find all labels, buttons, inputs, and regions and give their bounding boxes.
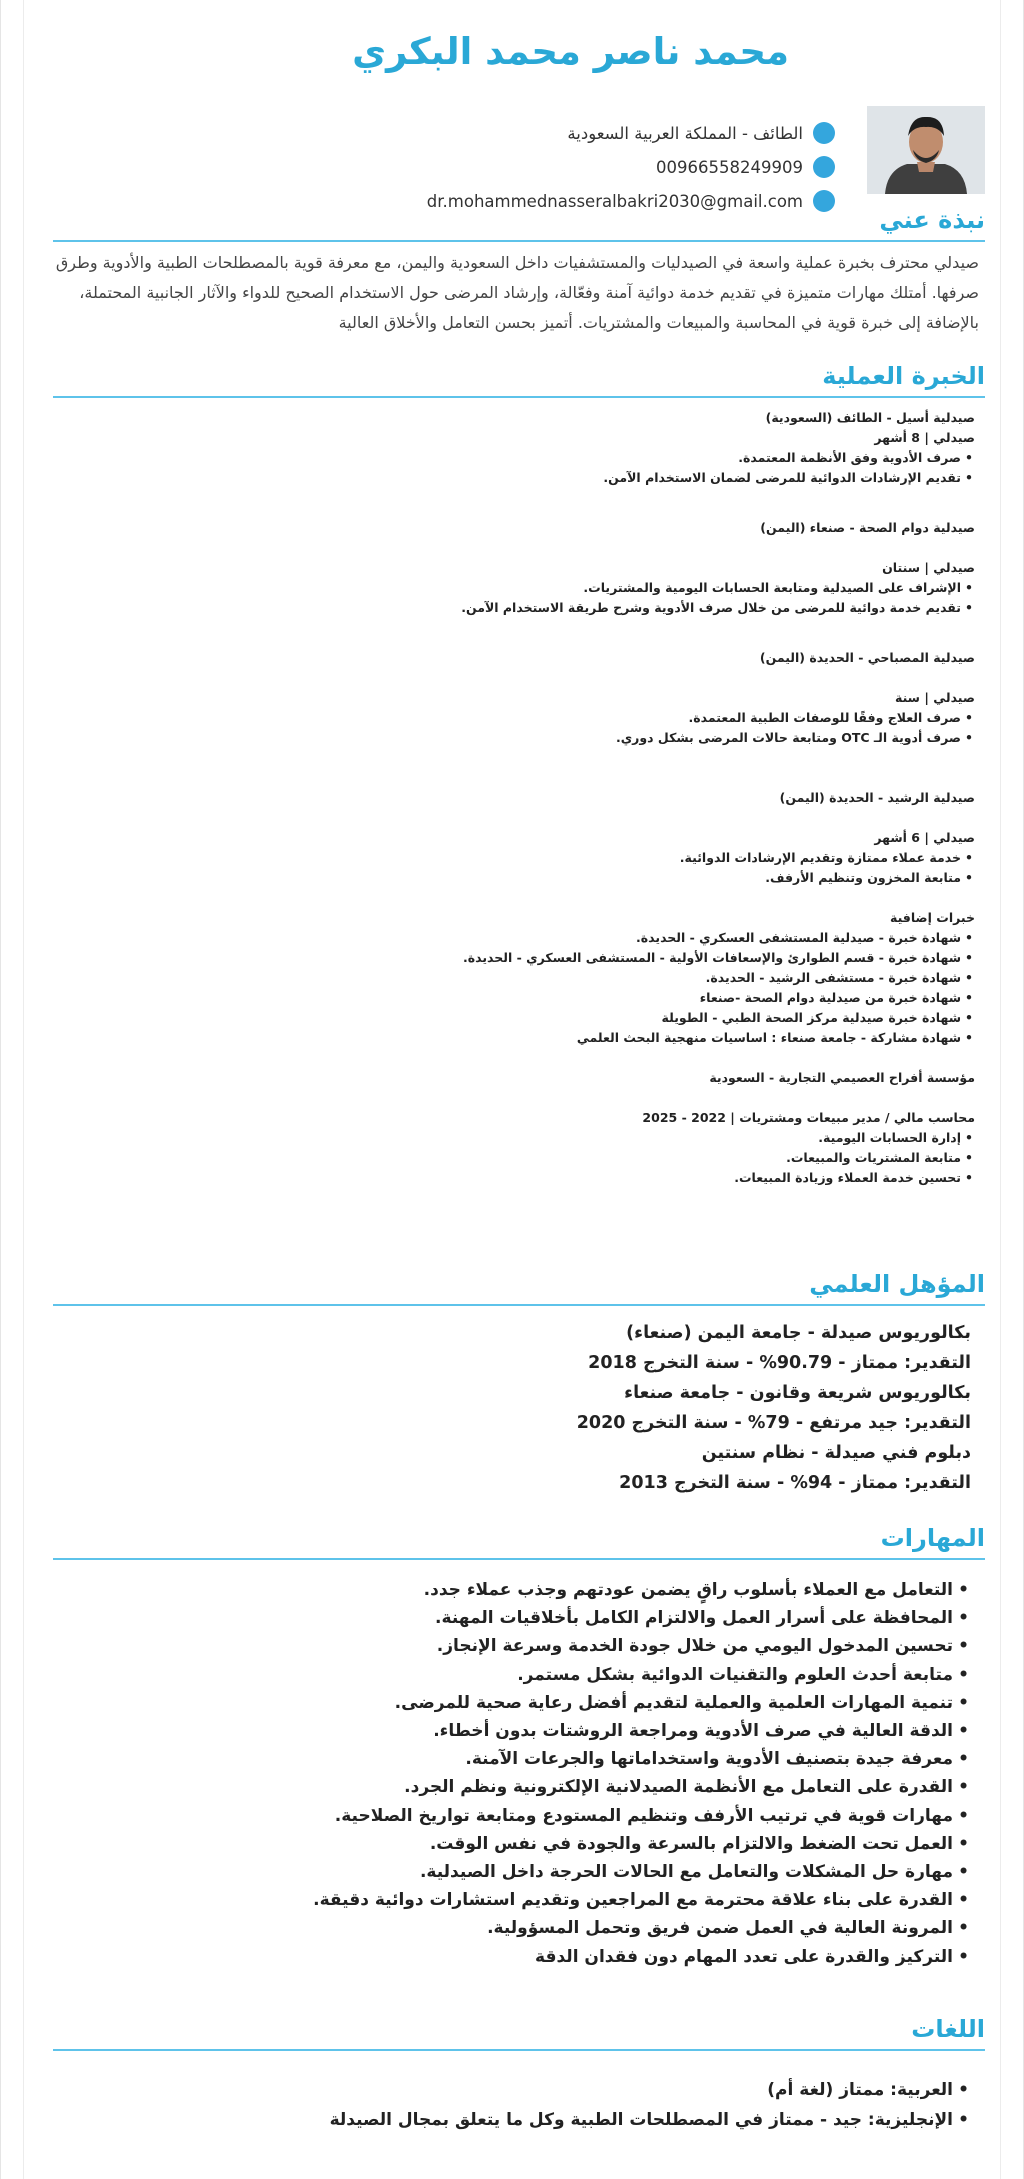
extra-experience-items	[53, 928, 975, 1048]
list-item: • صرف العلاج وفقًا للوصفات الطبية المعتمدة.	[53, 708, 961, 728]
list-item: • شهادة خبرة صيدلية مركز الصحة الطبي - الطويلة	[53, 1008, 961, 1028]
education-line: بكالوريوس صيدلة - جامعة اليمن (صنعاء)	[626, 1323, 971, 1343]
list-item: • شهادة خبرة من صيدلية دوام الصحة -صنعاء	[53, 988, 961, 1008]
list-item: • التركيز والقدرة على تعدد المهام دون فقدان الدقة	[53, 1943, 953, 1971]
list-item: • خدمة عملاء ممتازة وتقديم الإرشادات الدوائية.	[53, 848, 961, 868]
list-item: • مهارات قوية في ترتيب الأرفف وتنظيم المستودع ومتابعة تواريخ الصلاحية.	[53, 1802, 953, 1830]
email-icon	[813, 190, 835, 212]
languages-title: اللغات	[911, 2014, 985, 2043]
job-entry	[53, 788, 975, 888]
job-entry	[53, 408, 975, 488]
job-role: محاسب مالي / مدير مبيعات ومشتريات | 2022 - 2025	[642, 1110, 975, 1125]
extra-experience-title: خبرات إضافية	[889, 910, 975, 925]
section-divider	[53, 1304, 985, 1306]
contact-info	[275, 116, 835, 218]
languages-list	[53, 2075, 971, 2135]
section-divider	[53, 1558, 985, 1560]
list-item: • التعامل مع العملاء بأسلوب راقٍ يضمن عودتهم وجذب عملاء جدد.	[53, 1576, 953, 1604]
job-role: صيدلي | 8 أشهر	[874, 430, 975, 445]
education-line: بكالوريوس شريعة وقانون - جامعة صنعاء	[624, 1383, 971, 1403]
education-line: التقدير: ممتاز - 94% - سنة التخرج 2013	[619, 1473, 971, 1493]
contact-phone	[275, 150, 835, 184]
section-divider	[53, 2049, 985, 2051]
list-item: • الإشراف على الصيدلية ومتابعة الحسابات اليومية والمشتريات.	[53, 578, 961, 598]
location-pin-icon	[813, 122, 835, 144]
job-tasks	[53, 848, 975, 888]
job-tasks	[53, 448, 975, 488]
job-role: صيدلي | سنة	[895, 690, 975, 705]
list-item: • القدرة على التعامل مع الأنظمة الصيدلانية الإلكترونية ونظم الجرد.	[53, 1773, 953, 1801]
list-item: • معرفة جيدة بتصنيف الأدوية واستخداماتها والجرعات الآمنة.	[53, 1745, 953, 1773]
education-line: دبلوم فني صيدلة - نظام سنتين	[701, 1443, 971, 1463]
extra-experience	[53, 908, 975, 1048]
list-item: • تنمية المهارات العلمية والعملية لتقديم أفضل رعاية صحية للمرضى.	[53, 1689, 953, 1717]
list-item: • متابعة المخزون وتنظيم الأرفف.	[53, 868, 961, 888]
list-item: • تحسين خدمة العملاء وزيادة المبيعات.	[53, 1168, 961, 1188]
job-role: صيدلي | سنتان	[882, 560, 975, 575]
about-title: نبذة عني	[879, 206, 985, 234]
job-entry	[53, 518, 975, 618]
about-text: صيدلي محترف بخبرة عملية واسعة في الصيدليات والمستشفيات داخل السعودية واليمن، مع معرفة قوية بالمصطلحات الطبية والأدوية وطرق صرفها. أمتلك مهارات متميزة في تقديم خدمة دوائية آمنة وفعّالة، وإرشاد المرضى حول الاستخدام الصحيح للدواء والآثار الجانبية المحتملة، بالإضافة إلى خبرة قوية في المحاسبة والمبيعات والمشتريات. أتميز بحسن التعامل والأخلاق العالية	[55, 253, 979, 332]
candidate-name: محمد ناصر محمد البكري	[352, 30, 789, 73]
list-item: • متابعة أحدث العلوم والتقنيات الدوائية بشكل مستمر.	[53, 1661, 953, 1689]
job-place: صيدلية دوام الصحة - صنعاء (اليمن)	[760, 520, 975, 535]
job-place: صيدلية الرشيد - الحديدة (اليمن)	[779, 790, 975, 805]
list-item: • شهادة خبرة - قسم الطوارئ والإسعافات الأولية - المستشفى العسكري - الحديدة.	[53, 948, 961, 968]
education-title: المؤهل العلمي	[809, 1270, 985, 1298]
list-item: • صرف الأدوية وفق الأنظمة المعتمدة.	[53, 448, 961, 468]
job-tasks	[53, 708, 975, 748]
contact-email	[275, 184, 835, 218]
job-place: مؤسسة أفراح العصيمي التجارية - السعودية	[709, 1070, 975, 1085]
list-item: • صرف أدوية الـ OTC ومتابعة حالات المرضى بشكل دوري.	[53, 728, 961, 748]
profile-photo	[867, 106, 985, 194]
section-divider	[53, 240, 985, 242]
job-tasks	[53, 578, 975, 618]
list-item: • إدارة الحسابات اليومية.	[53, 1128, 961, 1148]
list-item: • مهارة حل المشكلات والتعامل مع الحالات الحرجة داخل الصيدلية.	[53, 1858, 953, 1886]
location-text: الطائف - المملكة العربية السعودية	[567, 123, 803, 143]
list-item: • تحسين المدخول اليومي من خلال جودة الخدمة وسرعة الإنجاز.	[53, 1632, 953, 1660]
skills-title: المهارات	[880, 1524, 985, 1552]
person-photo-icon	[867, 106, 985, 194]
list-item: • المحافظة على أسرار العمل والالتزام الكامل بأخلاقيات المهنة.	[53, 1604, 953, 1632]
list-item: • شهادة خبرة - صيدلية المستشفى العسكري - الحديدة.	[53, 928, 961, 948]
job-place: صيدلية المصباحي - الحديدة (اليمن)	[759, 650, 975, 665]
education-list	[53, 1318, 971, 1498]
resume-header	[53, 22, 985, 211]
list-item: • شهادة خبرة - مستشفى الرشيد - الحديدة.	[53, 968, 961, 988]
job-entry	[53, 648, 975, 748]
list-item: • الدقة العالية في صرف الأدوية ومراجعة الروشتات بدون أخطاء.	[53, 1717, 953, 1745]
list-item: • المرونة العالية في العمل ضمن فريق وتحمل المسؤولية.	[53, 1914, 953, 1942]
skills-list	[53, 1576, 971, 1971]
list-item: • تقديم خدمة دوائية للمرضى من خلال صرف الأدوية وشرح طريقة الاستخدام الآمن.	[53, 598, 961, 618]
phone-text: 00966558249909	[656, 157, 803, 177]
list-item: • العربية: ممتاز (لغة أم)	[53, 2075, 953, 2105]
list-item: • تقديم الإرشادات الدوائية للمرضى لضمان الاستخدام الآمن.	[53, 468, 961, 488]
list-item: • شهادة مشاركة - جامعة صنعاء : اساسيات منهجية البحث العلمي	[53, 1028, 961, 1048]
list-item: • متابعة المشتريات والمبيعات.	[53, 1148, 961, 1168]
list-item: • الإنجليزية: جيد - ممتاز في المصطلحات الطبية وكل ما يتعلق بمجال الصيدلة	[53, 2105, 953, 2135]
experience-list	[53, 408, 975, 1188]
experience-title: الخبرة العملية	[822, 362, 985, 390]
education-line: التقدير: ممتاز - 90.79% - سنة التخرج 2018	[588, 1353, 971, 1373]
phone-icon	[813, 156, 835, 178]
education-line: التقدير: جيد مرتفع - 79% - سنة التخرج 2020	[576, 1413, 971, 1433]
job-entry	[53, 1068, 975, 1188]
section-divider	[53, 396, 985, 398]
list-item: • القدرة على بناء علاقة محترمة مع المراجعين وتقديم استشارات دوائية دقيقة.	[53, 1886, 953, 1914]
job-place: صيدلية أسيل - الطائف (السعودية)	[765, 410, 975, 425]
contact-location	[275, 116, 835, 150]
job-tasks	[53, 1128, 975, 1188]
email-text: dr.mohammednasseralbakri2030@gmail.com	[426, 191, 803, 211]
list-item: • العمل تحت الضغط والالتزام بالسرعة والجودة في نفس الوقت.	[53, 1830, 953, 1858]
job-role: صيدلي | 6 أشهر	[874, 830, 975, 845]
